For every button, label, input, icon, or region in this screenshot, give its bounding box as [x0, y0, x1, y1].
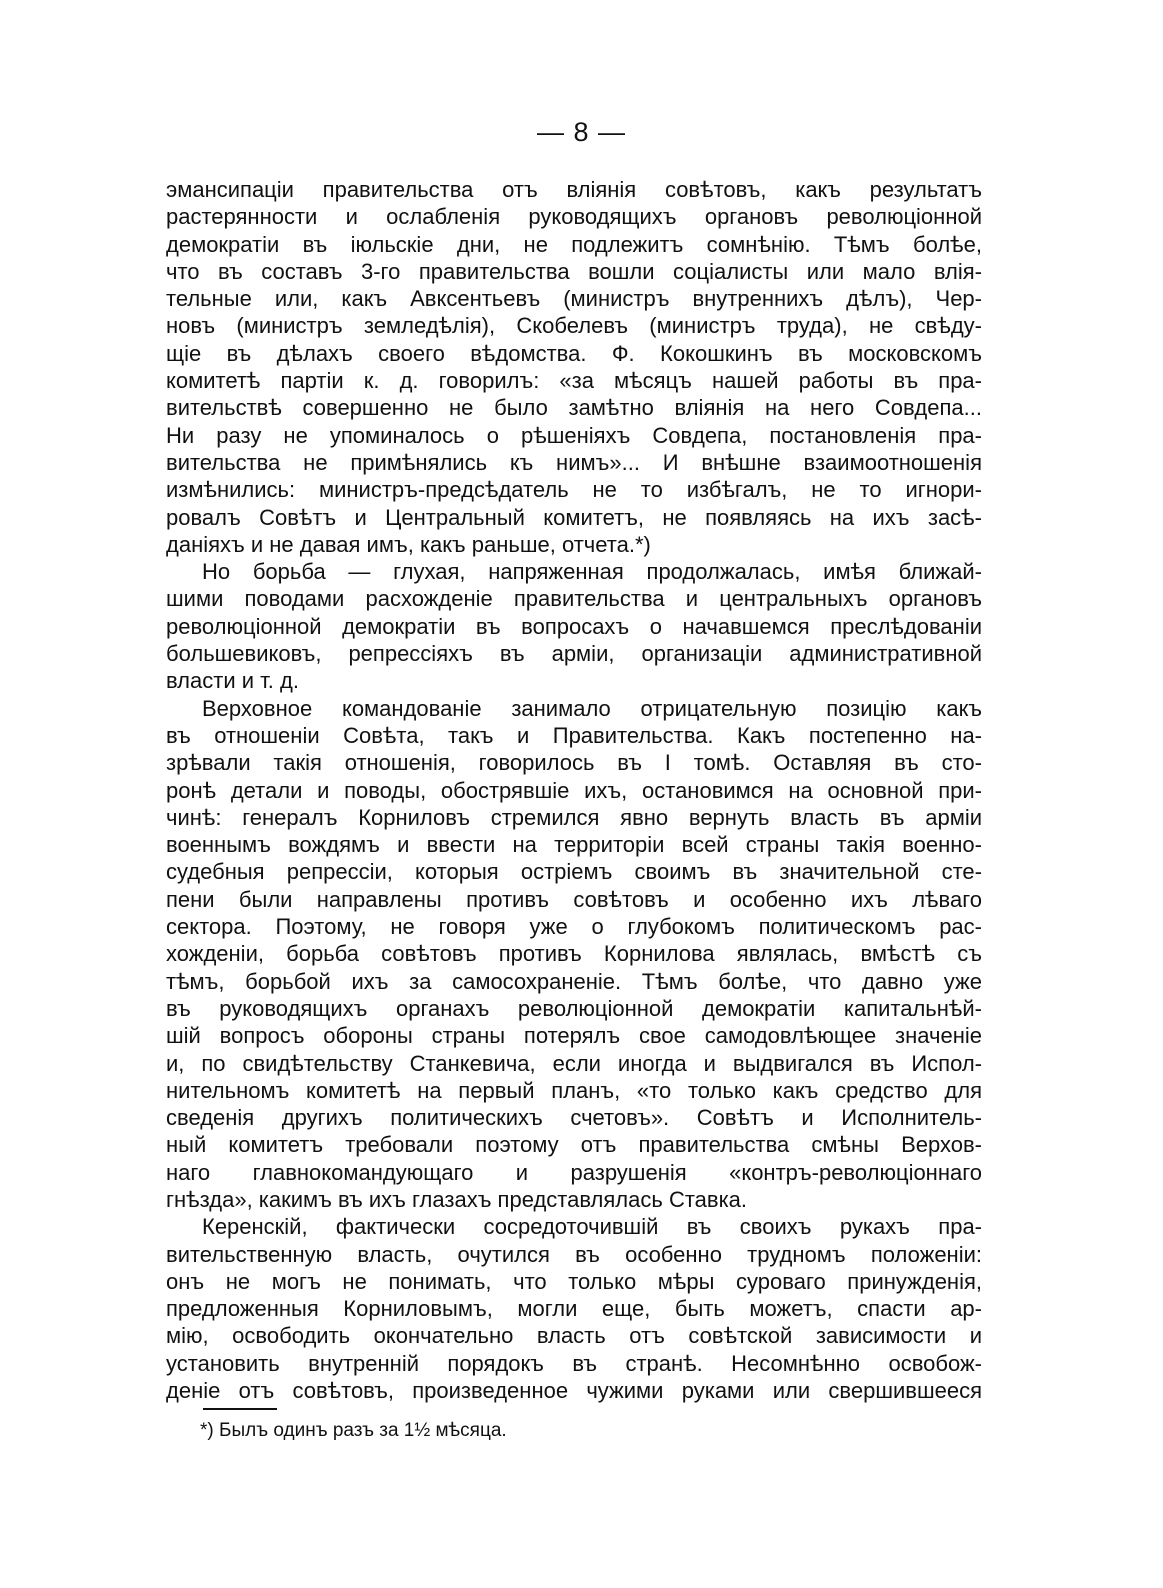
footnote-separator	[203, 1408, 277, 1410]
text-line: даніяхъ и не давая имъ, какъ раньше, отчета.*)	[166, 531, 651, 557]
text-line: въ руководящихъ органахъ революціонной демократіи капитальнѣй-	[166, 995, 982, 1021]
text-line: чинѣ: генералъ Корниловъ стремился явно вернуть власть въ арміи	[166, 804, 982, 830]
text-line: сведенія другихъ политическихъ счетовъ». Совѣтъ и Исполнитель-	[166, 1105, 982, 1131]
text-line: нительномъ комитетѣ на первый планъ, «то только какъ средство для	[166, 1077, 982, 1103]
text-line: ный комитетъ требовали поэтому отъ правительства смѣны Верхов-	[166, 1132, 982, 1158]
page-number: — 8 —	[536, 117, 627, 147]
body-text	[166, 176, 982, 1404]
text-line: вительства не примѣнялись къ нимъ»... И внѣшне взаимоотношенія	[166, 449, 982, 475]
text-line: и, по свидѣтельству Станкевича, если иногда и выдвигался въ Испол-	[166, 1050, 982, 1076]
text-line: измѣнились: министръ-предсѣдатель не то избѣгалъ, не то игнори-	[166, 477, 982, 503]
text-line: эмансипаціи правительства отъ вліянія совѣтовъ, какъ результатъ	[166, 177, 982, 202]
text-line: Но борьба — глухая, напряженная продолжалась, имѣя ближай-	[202, 559, 982, 585]
text-line: тельные или, какъ Авксентьевъ (министръ внутреннихъ дѣлъ), Чер-	[166, 286, 982, 312]
text-line: шій вопросъ обороны страны потерялъ свое самодовлѣющее значеніе	[166, 1023, 982, 1049]
text-line: Ни разу не упоминалось о рѣшеніяхъ Совдепа, постановленія пра-	[166, 422, 982, 448]
text-line: зрѣвали такія отношенія, говорилось въ I томѣ. Оставляя въ сто-	[166, 750, 982, 776]
text-line: деніе отъ совѣтовъ, произведенное чужими руками или свершившееся	[166, 1378, 982, 1404]
text-line: новъ (министръ земледѣлія), Скобелевъ (министръ труда), не свѣду-	[166, 313, 982, 339]
text-line: растерянности и ослабленія руководящихъ органовъ революціонной	[166, 204, 982, 230]
text-line: шими поводами расхожденіе правительства и центральныхъ органовъ	[166, 586, 982, 612]
text-line: Керенскій, фактически сосредоточившій въ своихъ рукахъ пра-	[202, 1214, 982, 1240]
text-line: гнѣзда», какимъ въ ихъ глазахъ представлялась Ставка.	[166, 1186, 748, 1212]
text-line: мію, освободить окончательно власть отъ совѣтской зависимости и	[166, 1323, 982, 1349]
text-line: власти и т. д.	[166, 668, 299, 694]
text-line: судебныя репрессіи, которыя остріемъ своимъ въ значительной сте-	[166, 859, 982, 885]
text-line: предложенныя Корниловымъ, могли еще, быть можетъ, спасти ар-	[166, 1296, 982, 1322]
text-line: Верховное командованіе занимало отрицательную позицію какъ	[202, 695, 982, 721]
text-line: демократіи въ іюльскіе дни, не подлежитъ сомнѣнію. Тѣмъ болѣе,	[166, 231, 982, 257]
text-line: пени были направлены противъ совѣтовъ и особенно ихъ лѣваго	[166, 886, 982, 912]
text-line: щіе въ дѣлахъ своего вѣдомства. Ф. Кокошкинъ въ московскомъ	[166, 340, 982, 366]
text-line: комитетѣ партіи к. д. говорилъ: «за мѣсяцъ нашей работы въ пра-	[166, 368, 982, 394]
text-line: вительственную власть, очутился въ особенно трудномъ положеніи:	[166, 1241, 982, 1267]
text-line: вительствѣ совершенно не было замѣтно вліянія на него Совдепа...	[166, 395, 982, 421]
text-line: большевиковъ, репрессіяхъ въ арміи, организаціи административной	[166, 641, 982, 667]
text-line: ровалъ Совѣтъ и Центральный комитетъ, не появляясь на ихъ засѣ-	[166, 504, 982, 530]
text-line: онъ не могъ не понимать, что только мѣры суроваго принужденія,	[166, 1268, 982, 1294]
text-line: военнымъ вождямъ и ввести на территоріи всей страны такія военно-	[166, 832, 982, 858]
text-line: сектора. Поэтому, не говоря уже о глубокомъ политическомъ рас-	[166, 914, 982, 940]
text-line: ронѣ детали и поводы, обострявшіе ихъ, остановимся на основной при-	[166, 777, 982, 803]
text-line: тѣмъ, борьбой ихъ за самосохраненіе. Тѣмъ болѣе, что давно уже	[166, 968, 982, 994]
text-line: установить внутренній порядокъ въ странѣ. Несомнѣнно освобож-	[166, 1350, 982, 1376]
text-line: революціонной демократіи въ вопросахъ о начавшемся преслѣдованіи	[166, 613, 982, 639]
text-line: наго главнокомандующаго и разрушенія «контръ-революціоннаго	[166, 1159, 982, 1185]
footnote: *) Былъ одинъ разъ за 1½ мѣсяца.	[200, 1420, 507, 1441]
text-line: что въ составъ 3-го правительства вошли соціалисты или мало влія-	[166, 258, 982, 284]
text-line: хожденіи, борьба совѣтовъ противъ Корнилова являлась, вмѣстѣ съ	[166, 941, 982, 967]
text-line: въ отношеніи Совѣта, такъ и Правительства. Какъ постепенно на-	[166, 722, 982, 748]
